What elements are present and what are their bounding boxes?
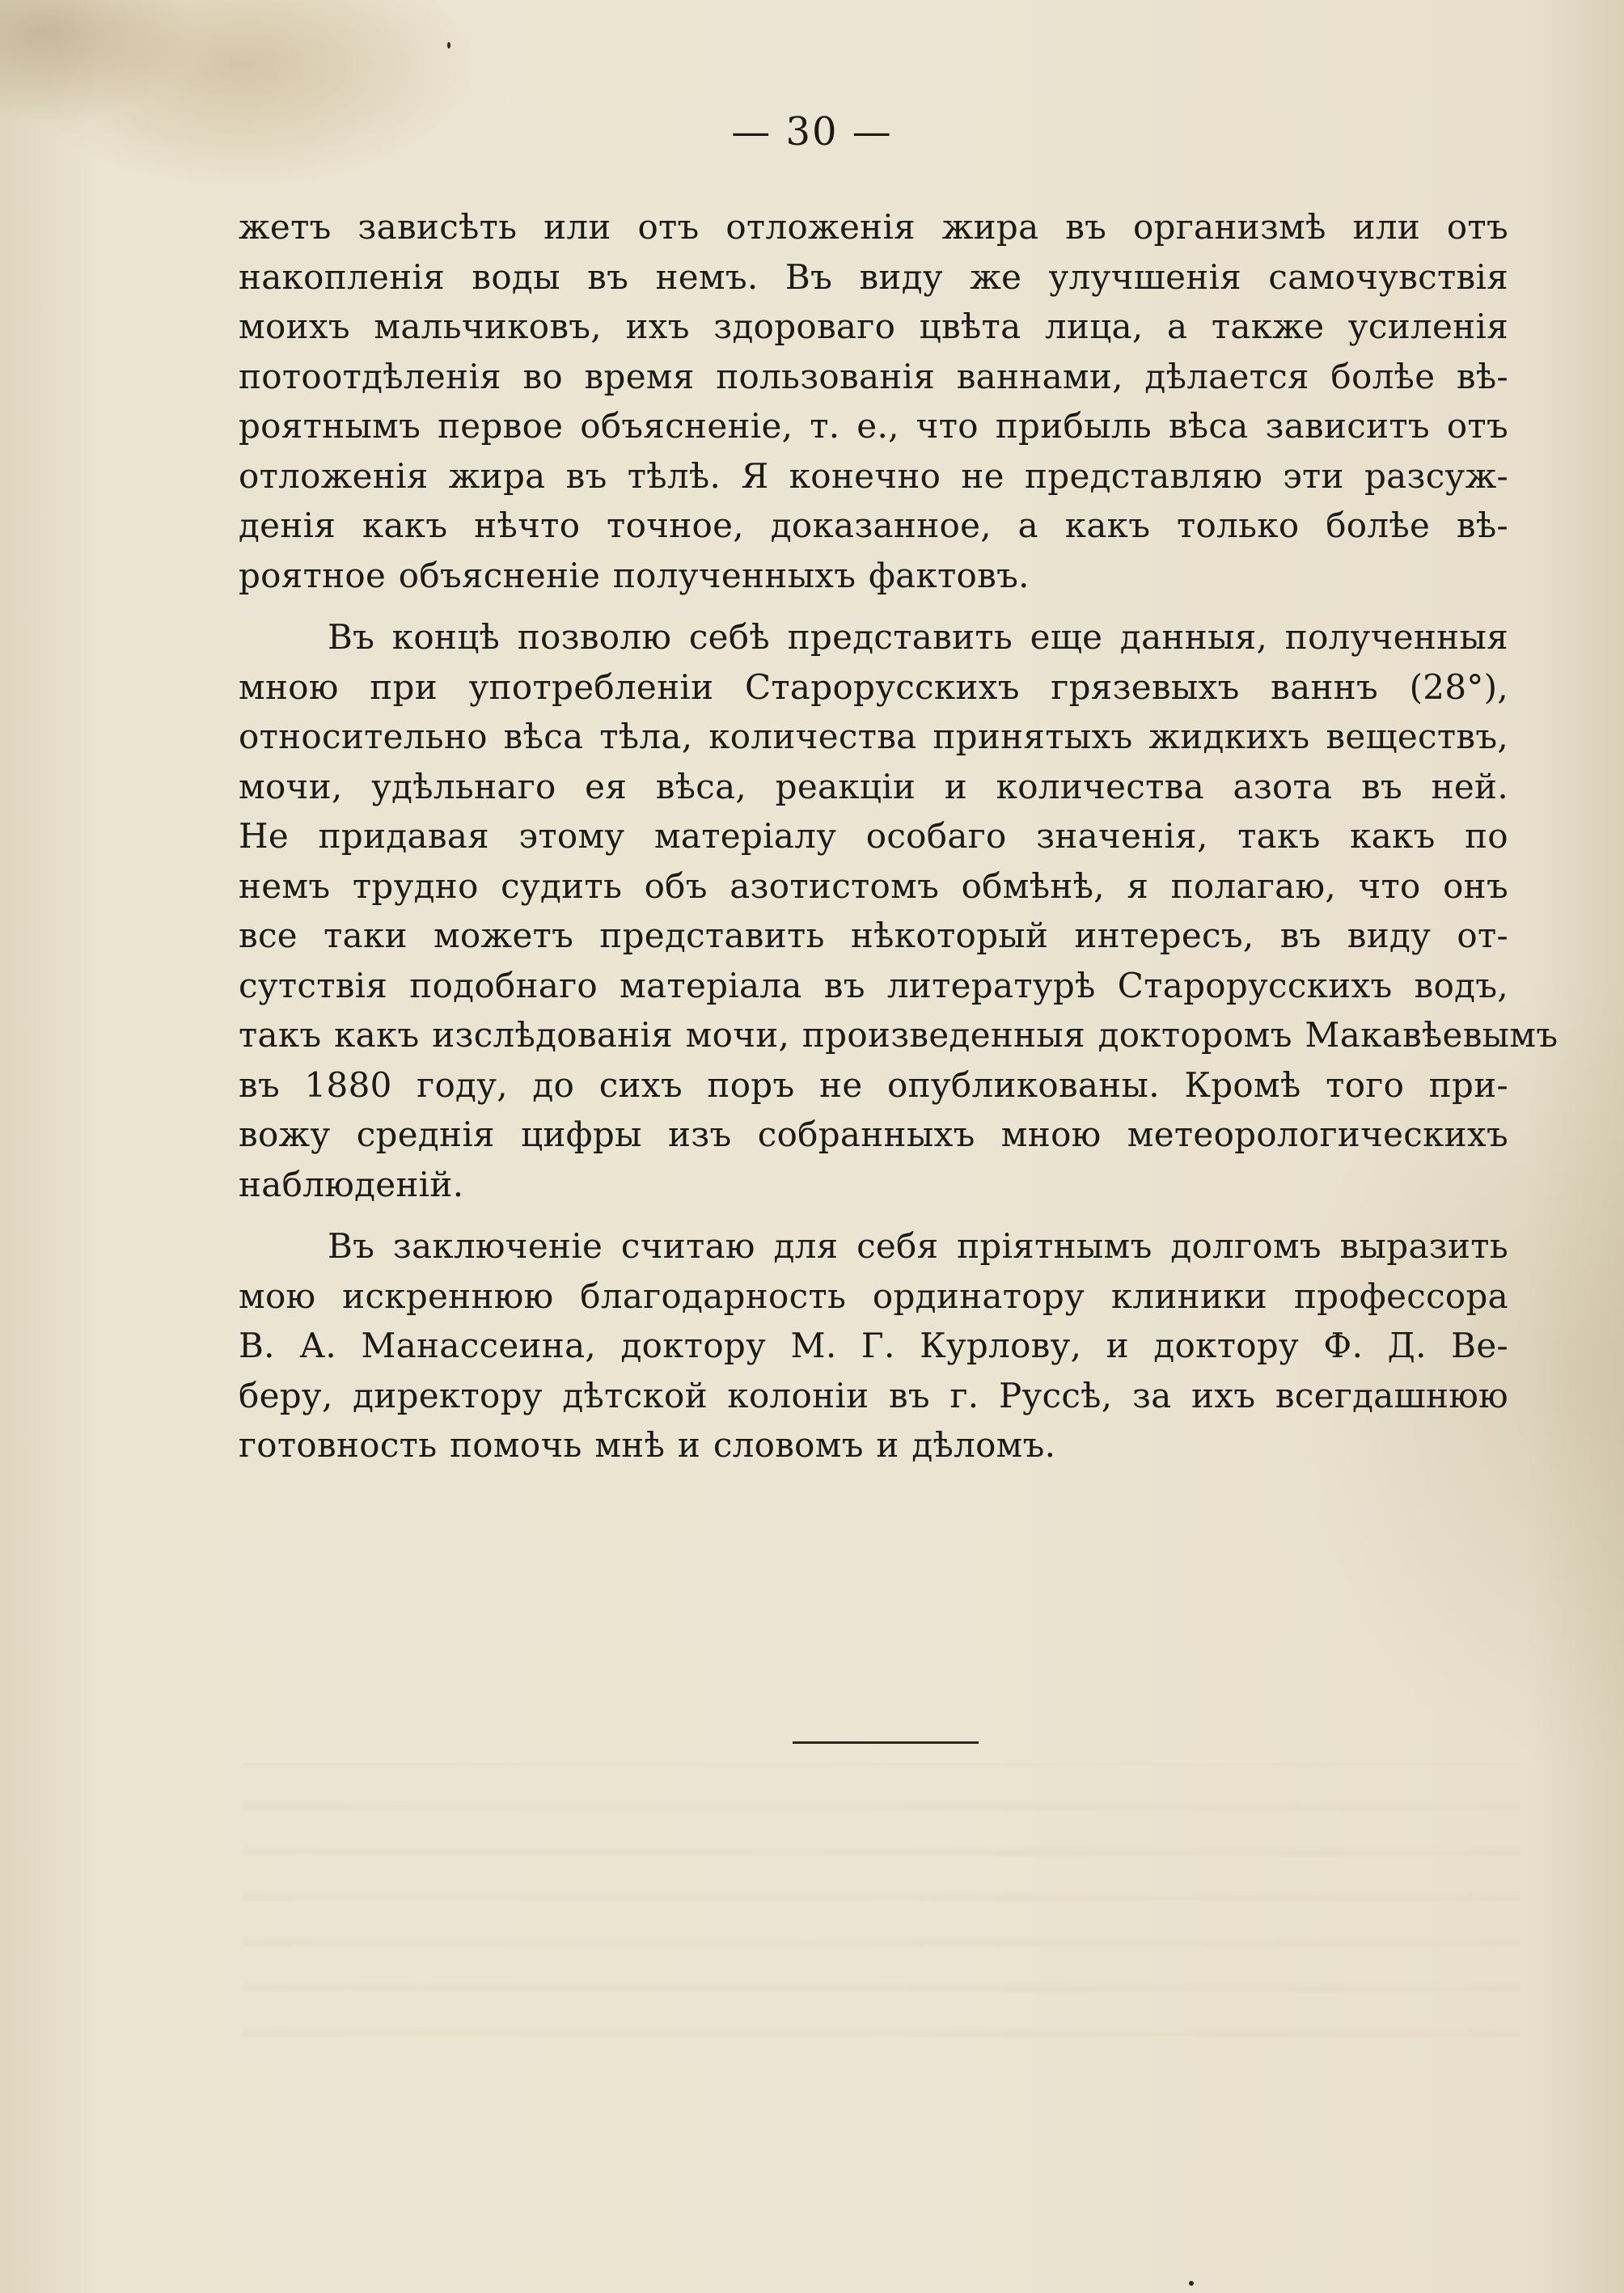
body-text bbox=[239, 202, 1558, 1470]
paragraph-3 bbox=[239, 1221, 1508, 1470]
text-line: готовность помочь мнѣ и словомъ и дѣломъ. bbox=[239, 1425, 1056, 1465]
paragraph-2 bbox=[239, 612, 1558, 1209]
text-line: В. А. Манассеина, доктору М. Г. Курлову, и доктору Ф. Д. Ве- bbox=[239, 1326, 1508, 1365]
text-line: относительно вѣса тѣла, количества принятыхъ жидкихъ веществъ, bbox=[239, 717, 1508, 756]
page-number: — 30 — bbox=[731, 109, 893, 154]
text-line: роятное объясненіе полученныхъ фактовъ. bbox=[239, 555, 1030, 595]
section-separator bbox=[793, 1741, 979, 1744]
text-line: моихъ мальчиковъ, ихъ здороваго цвѣта лица, а также усиленія bbox=[239, 307, 1508, 346]
text-line: жетъ зависѣть или отъ отложенія жира въ организмѣ или отъ bbox=[239, 207, 1508, 247]
text-line: Въ концѣ позволю себѣ представить еще данныя, полученныя bbox=[328, 617, 1508, 657]
text-line: отложенія жира въ тѣлѣ. Я конечно не представляю эти разсуж- bbox=[239, 455, 1508, 496]
text-line: все таки можетъ представить нѣкоторый интересъ, въ виду от- bbox=[239, 916, 1508, 955]
text-line: немъ трудно судить объ азотистомъ обмѣнѣ, я полагаю, что онъ bbox=[239, 865, 1508, 906]
text-line: въ 1880 году, до сихъ поръ не опубликованы. Кромѣ того при- bbox=[239, 1064, 1508, 1105]
text-line: мною при употребленіи Старорусскихъ грязевыхъ ваннъ (28°), bbox=[239, 666, 1508, 707]
ink-speck bbox=[447, 42, 450, 49]
text-line: такъ какъ изслѣдованія мочи, произведенныя докторомъ Макавѣевымъ bbox=[239, 1015, 1558, 1055]
text-line: мою искреннюю благодарность ординатору клиники профессора bbox=[239, 1276, 1508, 1316]
text-line: Въ заключеніе считаю для себя пріятнымъ долгомъ выразить bbox=[328, 1226, 1508, 1266]
text-line: потоотдѣленія во время пользованія ваннами, дѣлается болѣе вѣ- bbox=[239, 356, 1508, 396]
text-line: мочи, удѣльнаго ея вѣса, реакціи и количества азота въ ней. bbox=[239, 766, 1508, 806]
text-line: беру, директору дѣтской колоніи въ г. Руссѣ, за ихъ всегдашнюю bbox=[239, 1375, 1508, 1415]
text-line: наблюденій. bbox=[239, 1164, 464, 1204]
text-line: денія какъ нѣчто точное, доказанное, а какъ только болѣе вѣ- bbox=[239, 506, 1508, 545]
text-line: накопленія воды въ немъ. Въ виду же улучшенія самочувствія bbox=[239, 256, 1508, 297]
text-line: сутствія подобнаго матеріала въ литературѣ Старорусскихъ водъ, bbox=[239, 965, 1508, 1005]
ink-speck bbox=[1189, 2281, 1194, 2286]
text-line: роятнымъ первое объясненіе, т. е., что прибыль вѣса зависитъ отъ bbox=[239, 406, 1508, 446]
text-line: вожу среднія цифры изъ собранныхъ мною метеорологическихъ bbox=[239, 1115, 1508, 1154]
text-line: Не придавая этому матеріалу особаго значенія, такъ какъ по bbox=[239, 816, 1508, 856]
show-through-texture bbox=[243, 1763, 1520, 2071]
paragraph-1 bbox=[239, 202, 1508, 600]
